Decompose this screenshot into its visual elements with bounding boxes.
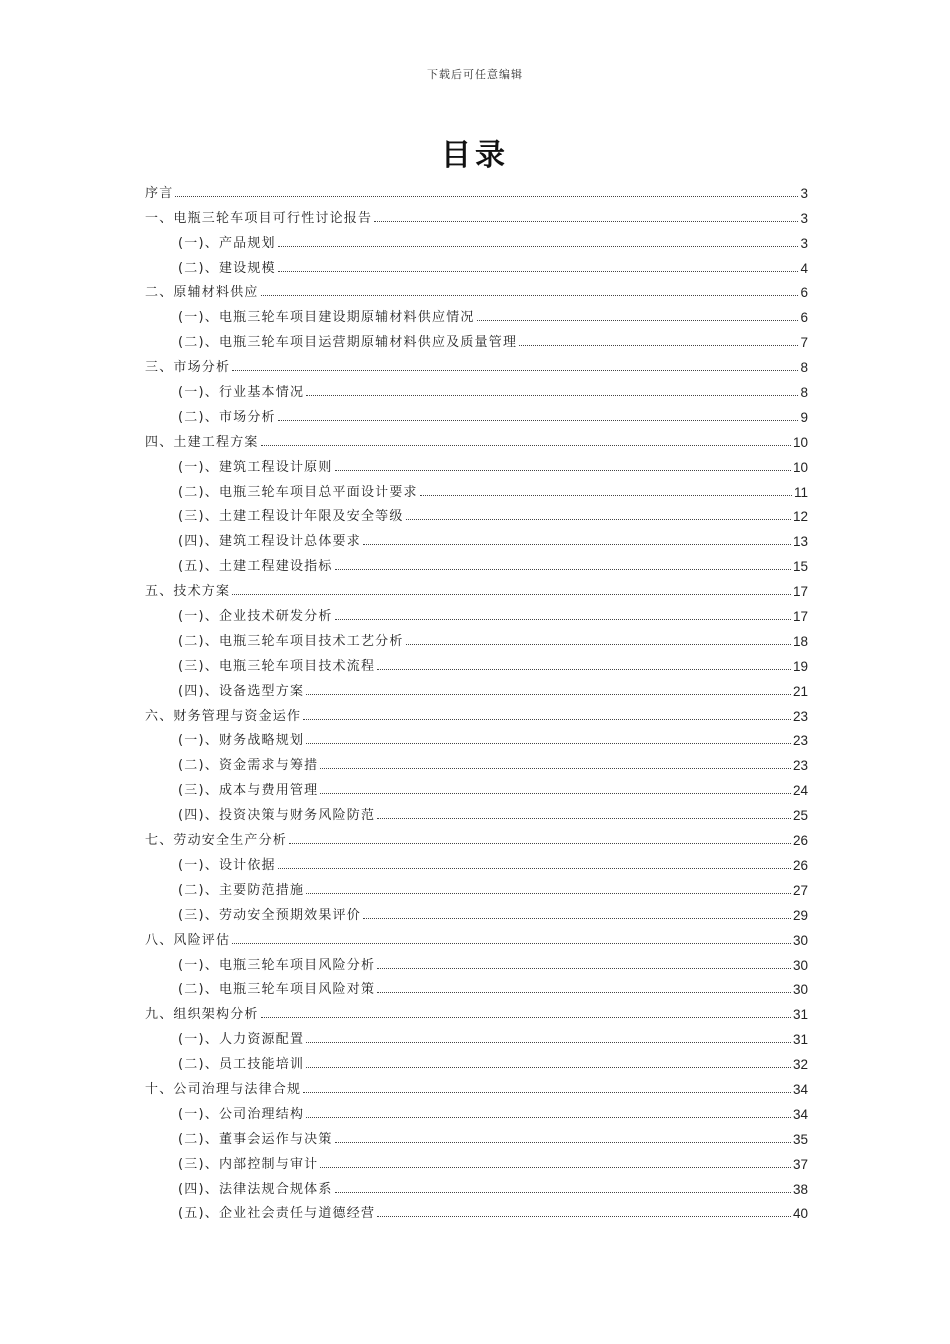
toc-leader-dots bbox=[175, 196, 798, 197]
toc-entry-page: 8 bbox=[800, 360, 808, 376]
toc-entry-label: (一)、公司治理结构 bbox=[178, 1106, 305, 1122]
toc-entry-page: 4 bbox=[800, 260, 808, 276]
toc-leader-dots bbox=[406, 519, 791, 520]
toc-leader-dots bbox=[406, 644, 791, 645]
toc-leader-dots bbox=[306, 893, 791, 894]
toc-entry-label: (二)、电瓶三轮车项目风险对策 bbox=[178, 982, 376, 998]
toc-leader-dots bbox=[306, 694, 791, 695]
toc-entry-label: (一)、建筑工程设计原则 bbox=[178, 459, 333, 475]
toc-entry[interactable] bbox=[145, 599, 808, 624]
toc-leader-dots bbox=[374, 221, 798, 222]
toc-leader-dots bbox=[289, 843, 791, 844]
toc-entry[interactable] bbox=[145, 325, 808, 350]
toc-entry[interactable] bbox=[145, 524, 808, 549]
toc-entry-page: 7 bbox=[800, 335, 808, 351]
toc-entry-label: (一)、电瓶三轮车项目风险分析 bbox=[178, 957, 376, 973]
toc-entry-label: 二、原辅材料供应 bbox=[145, 285, 259, 301]
toc-entry[interactable] bbox=[145, 848, 808, 873]
toc-leader-dots bbox=[335, 569, 791, 570]
toc-entry-page: 6 bbox=[800, 310, 808, 326]
toc-entry-label: 八、风险评估 bbox=[145, 932, 231, 948]
toc-leader-dots bbox=[278, 246, 799, 247]
toc-leader-dots bbox=[232, 370, 798, 371]
toc-entry-page: 3 bbox=[800, 235, 808, 251]
toc-entry-page: 23 bbox=[792, 758, 808, 774]
toc-entry-label: 六、财务管理与资金运作 bbox=[145, 708, 302, 724]
toc-entry-label: (二)、电瓶三轮车项目技术工艺分析 bbox=[178, 633, 404, 649]
toc-entry-label: (四)、建筑工程设计总体要求 bbox=[178, 534, 361, 550]
toc-entry-page: 11 bbox=[793, 484, 808, 500]
toc-entry[interactable] bbox=[145, 1047, 808, 1072]
toc-entry-page: 6 bbox=[800, 285, 808, 301]
toc-entry[interactable] bbox=[145, 1122, 808, 1147]
toc-leader-dots bbox=[335, 470, 791, 471]
toc-leader-dots bbox=[303, 1092, 791, 1093]
toc-leader-dots bbox=[261, 445, 791, 446]
toc-entry[interactable] bbox=[145, 1022, 808, 1047]
toc-entry-label: (二)、资金需求与筹措 bbox=[178, 758, 319, 774]
toc-leader-dots bbox=[363, 918, 791, 919]
toc-entry[interactable] bbox=[145, 948, 808, 973]
toc-entry-page: 26 bbox=[792, 857, 808, 873]
toc-leader-dots bbox=[519, 345, 798, 346]
toc-entry[interactable] bbox=[145, 375, 808, 400]
toc-entry-page: 40 bbox=[792, 1206, 808, 1222]
toc-leader-dots bbox=[306, 743, 791, 744]
toc-entry-page: 12 bbox=[792, 509, 808, 525]
toc-entry[interactable] bbox=[145, 425, 808, 450]
toc-entry-label: (三)、内部控制与审计 bbox=[178, 1156, 319, 1172]
toc-leader-dots bbox=[377, 1216, 791, 1217]
page-title: 目录 bbox=[441, 138, 509, 173]
toc-entry-page: 35 bbox=[792, 1131, 808, 1147]
toc-entry-label: 十、公司治理与法律合规 bbox=[145, 1081, 302, 1097]
toc-entry-page: 29 bbox=[792, 907, 808, 923]
toc-entry[interactable] bbox=[145, 1097, 808, 1122]
toc-entry-label: 四、土建工程方案 bbox=[145, 434, 259, 450]
toc-entry[interactable] bbox=[145, 773, 808, 798]
toc-entry-page: 9 bbox=[800, 409, 808, 425]
toc-entry-page: 30 bbox=[792, 932, 808, 948]
toc-entry-label: 五、技术方案 bbox=[145, 584, 231, 600]
toc-entry-label: (五)、企业社会责任与道德经营 bbox=[178, 1206, 376, 1222]
toc-leader-dots bbox=[278, 271, 799, 272]
toc-leader-dots bbox=[232, 594, 791, 595]
toc-leader-dots bbox=[278, 420, 799, 421]
toc-entry[interactable] bbox=[145, 475, 808, 500]
toc-entry-label: 序言 bbox=[145, 185, 174, 201]
toc-leader-dots bbox=[363, 544, 791, 545]
toc-leader-dots bbox=[261, 1017, 791, 1018]
toc-entry-label: 三、市场分析 bbox=[145, 360, 231, 376]
toc-leader-dots bbox=[377, 992, 791, 993]
toc-entry-label: (二)、主要防范措施 bbox=[178, 882, 305, 898]
toc-leader-dots bbox=[320, 793, 791, 794]
toc-entry[interactable] bbox=[145, 1172, 808, 1197]
toc-entry-label: (三)、成本与费用管理 bbox=[178, 783, 319, 799]
toc-entry-label: (一)、设计依据 bbox=[178, 857, 276, 873]
toc-entry[interactable] bbox=[145, 923, 808, 948]
toc-entry-page: 32 bbox=[792, 1057, 808, 1073]
toc-entry-page: 23 bbox=[792, 708, 808, 724]
toc-leader-dots bbox=[320, 768, 791, 769]
toc-entry-page: 17 bbox=[792, 584, 808, 600]
toc-leader-dots bbox=[306, 1117, 791, 1118]
toc-entry[interactable] bbox=[145, 649, 808, 674]
toc-leader-dots bbox=[306, 395, 798, 396]
toc-entry-page: 31 bbox=[792, 1007, 808, 1023]
toc-entry-page: 31 bbox=[792, 1032, 808, 1048]
toc-leader-dots bbox=[377, 818, 791, 819]
toc-entry-page: 19 bbox=[792, 658, 808, 674]
toc-entry-label: (三)、劳动安全预期效果评价 bbox=[178, 907, 361, 923]
toc-entry-page: 15 bbox=[792, 559, 808, 575]
toc-leader-dots bbox=[303, 719, 791, 720]
toc-entry-label: (三)、电瓶三轮车项目技术流程 bbox=[178, 658, 376, 674]
toc-entry-page: 34 bbox=[792, 1081, 808, 1097]
toc-entry-label: (一)、企业技术研发分析 bbox=[178, 609, 333, 625]
toc-leader-dots bbox=[232, 943, 791, 944]
toc-entry-page: 25 bbox=[792, 808, 808, 824]
toc-entry-page: 23 bbox=[792, 733, 808, 749]
toc-entry[interactable] bbox=[145, 748, 808, 773]
toc-leader-dots bbox=[335, 1192, 791, 1193]
toc-entry-page: 3 bbox=[800, 185, 808, 201]
toc-entry-label: 一、电瓶三轮车项目可行性讨论报告 bbox=[145, 210, 373, 226]
toc-entry-page: 27 bbox=[792, 882, 808, 898]
toc-entry[interactable] bbox=[145, 798, 808, 823]
toc-entry[interactable] bbox=[145, 1072, 808, 1097]
toc-leader-dots bbox=[306, 1042, 791, 1043]
toc-leader-dots bbox=[420, 495, 792, 496]
toc-entry-page: 10 bbox=[792, 434, 808, 450]
toc-leader-dots bbox=[377, 669, 791, 670]
toc-entry-label: (一)、人力资源配置 bbox=[178, 1032, 305, 1048]
toc-entry-label: (二)、电瓶三轮车项目总平面设计要求 bbox=[178, 484, 418, 500]
toc-entry[interactable] bbox=[145, 276, 808, 301]
toc-entry-label: (一)、产品规划 bbox=[178, 235, 276, 251]
toc-entry-page: 8 bbox=[800, 385, 808, 401]
toc-entry[interactable] bbox=[145, 450, 808, 475]
toc-entry-label: (四)、投资决策与财务风险防范 bbox=[178, 808, 376, 824]
toc-entry-page: 30 bbox=[792, 957, 808, 973]
toc-entry-page: 18 bbox=[792, 633, 808, 649]
toc-entry[interactable] bbox=[145, 1197, 808, 1222]
toc-entry-page: 37 bbox=[792, 1156, 808, 1172]
toc-entry[interactable] bbox=[145, 226, 808, 251]
toc-entry[interactable] bbox=[145, 823, 808, 848]
toc-entry-page: 38 bbox=[792, 1181, 808, 1197]
toc-entry-label: (四)、设备选型方案 bbox=[178, 683, 305, 699]
toc-entry[interactable] bbox=[145, 176, 808, 201]
toc-leader-dots bbox=[306, 1067, 791, 1068]
toc-entry[interactable] bbox=[145, 201, 808, 226]
toc-entry[interactable] bbox=[145, 1147, 808, 1172]
toc-entry[interactable] bbox=[145, 699, 808, 724]
toc-entry[interactable] bbox=[145, 898, 808, 923]
toc-entry-label: (一)、行业基本情况 bbox=[178, 385, 305, 401]
header-note: 下载后可任意编辑 bbox=[427, 68, 523, 81]
toc-leader-dots bbox=[335, 1142, 791, 1143]
toc-entry[interactable] bbox=[145, 400, 808, 425]
toc-entry[interactable] bbox=[145, 350, 808, 375]
toc-entry-page: 3 bbox=[800, 210, 808, 226]
toc-entry-page: 24 bbox=[792, 783, 808, 799]
toc-entry[interactable] bbox=[145, 973, 808, 998]
toc-entry[interactable] bbox=[145, 624, 808, 649]
toc-leader-dots bbox=[320, 1167, 791, 1168]
toc-entry-page: 30 bbox=[792, 982, 808, 998]
toc-list bbox=[145, 176, 808, 1221]
toc-entry[interactable] bbox=[145, 300, 808, 325]
toc-entry-label: (四)、法律法规合规体系 bbox=[178, 1181, 333, 1197]
toc-entry-label: (二)、市场分析 bbox=[178, 409, 276, 425]
toc-entry[interactable] bbox=[145, 549, 808, 574]
toc-entry-label: (二)、建设规模 bbox=[178, 260, 276, 276]
toc-entry[interactable] bbox=[145, 574, 808, 599]
toc-entry-label: 九、组织架构分析 bbox=[145, 1007, 259, 1023]
toc-entry-label: (一)、财务战略规划 bbox=[178, 733, 305, 749]
toc-entry[interactable] bbox=[145, 724, 808, 749]
toc-entry[interactable] bbox=[145, 873, 808, 898]
toc-entry-page: 34 bbox=[792, 1106, 808, 1122]
toc-entry-label: (三)、土建工程设计年限及安全等级 bbox=[178, 509, 404, 525]
toc-entry[interactable] bbox=[145, 674, 808, 699]
toc-entry-page: 10 bbox=[792, 459, 808, 475]
toc-leader-dots bbox=[477, 320, 799, 321]
toc-leader-dots bbox=[335, 619, 791, 620]
toc-leader-dots bbox=[377, 968, 791, 969]
toc-entry-page: 26 bbox=[792, 833, 808, 849]
toc-leader-dots bbox=[278, 868, 791, 869]
toc-entry-label: 七、劳动安全生产分析 bbox=[145, 833, 288, 849]
toc-entry-label: (一)、电瓶三轮车项目建设期原辅材料供应情况 bbox=[178, 310, 475, 326]
toc-entry-page: 21 bbox=[792, 683, 808, 699]
toc-entry-page: 13 bbox=[792, 534, 808, 550]
toc-leader-dots bbox=[261, 295, 799, 296]
toc-entry-label: (二)、电瓶三轮车项目运营期原辅材料供应及质量管理 bbox=[178, 335, 518, 351]
toc-entry-page: 17 bbox=[792, 609, 808, 625]
toc-entry[interactable] bbox=[145, 500, 808, 525]
toc-entry-label: (二)、员工技能培训 bbox=[178, 1057, 305, 1073]
toc-entry[interactable] bbox=[145, 997, 808, 1022]
toc-entry-label: (五)、土建工程建设指标 bbox=[178, 559, 333, 575]
toc-entry-label: (二)、董事会运作与决策 bbox=[178, 1131, 333, 1147]
toc-entry[interactable] bbox=[145, 251, 808, 276]
